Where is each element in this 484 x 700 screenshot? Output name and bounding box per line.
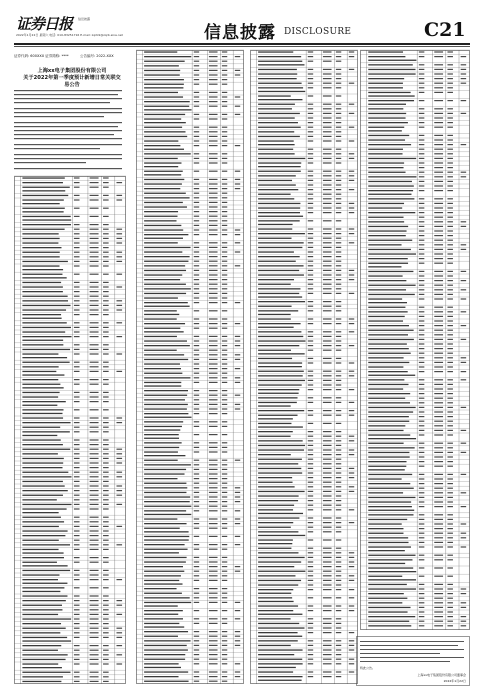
announcement-number: 公告编号: 2022-XXX <box>80 54 114 58</box>
newspaper-logo: 证券日报 <box>16 15 73 33</box>
table-column-2 <box>136 50 244 684</box>
announcement-title-line-2: 关于2022年第一季度预计新增日常关联交易公告 <box>23 75 121 88</box>
stock-code-line: 证券代码: 600XXX 证券简称: **** <box>14 54 69 58</box>
contact-line: 电话: 010-83251716 E-mail: zqrb9@zqrb.sina.net <box>49 33 123 37</box>
page-number: C21 <box>424 19 466 41</box>
table-column-1 <box>14 176 126 684</box>
section-title-en: DISCLOSURE <box>284 27 352 37</box>
table-column-4 <box>360 50 470 630</box>
footer-date: 2022年1月22日 <box>443 679 466 683</box>
table-column-3 <box>250 50 358 684</box>
issue-date: 2022年1月22日 星期六 <box>16 33 49 37</box>
section-title: 信息披露 <box>204 23 276 43</box>
footer-closing: 特此公告。 <box>360 666 376 670</box>
announcement-title-line-1: 上海xx电子集团股份有限公司 <box>37 68 107 74</box>
footer-signer: 上海xx电子集团股份有限公司董事会 <box>417 673 466 677</box>
footer-note <box>356 636 470 686</box>
masthead-sub-label: 信息披露 <box>78 17 91 21</box>
